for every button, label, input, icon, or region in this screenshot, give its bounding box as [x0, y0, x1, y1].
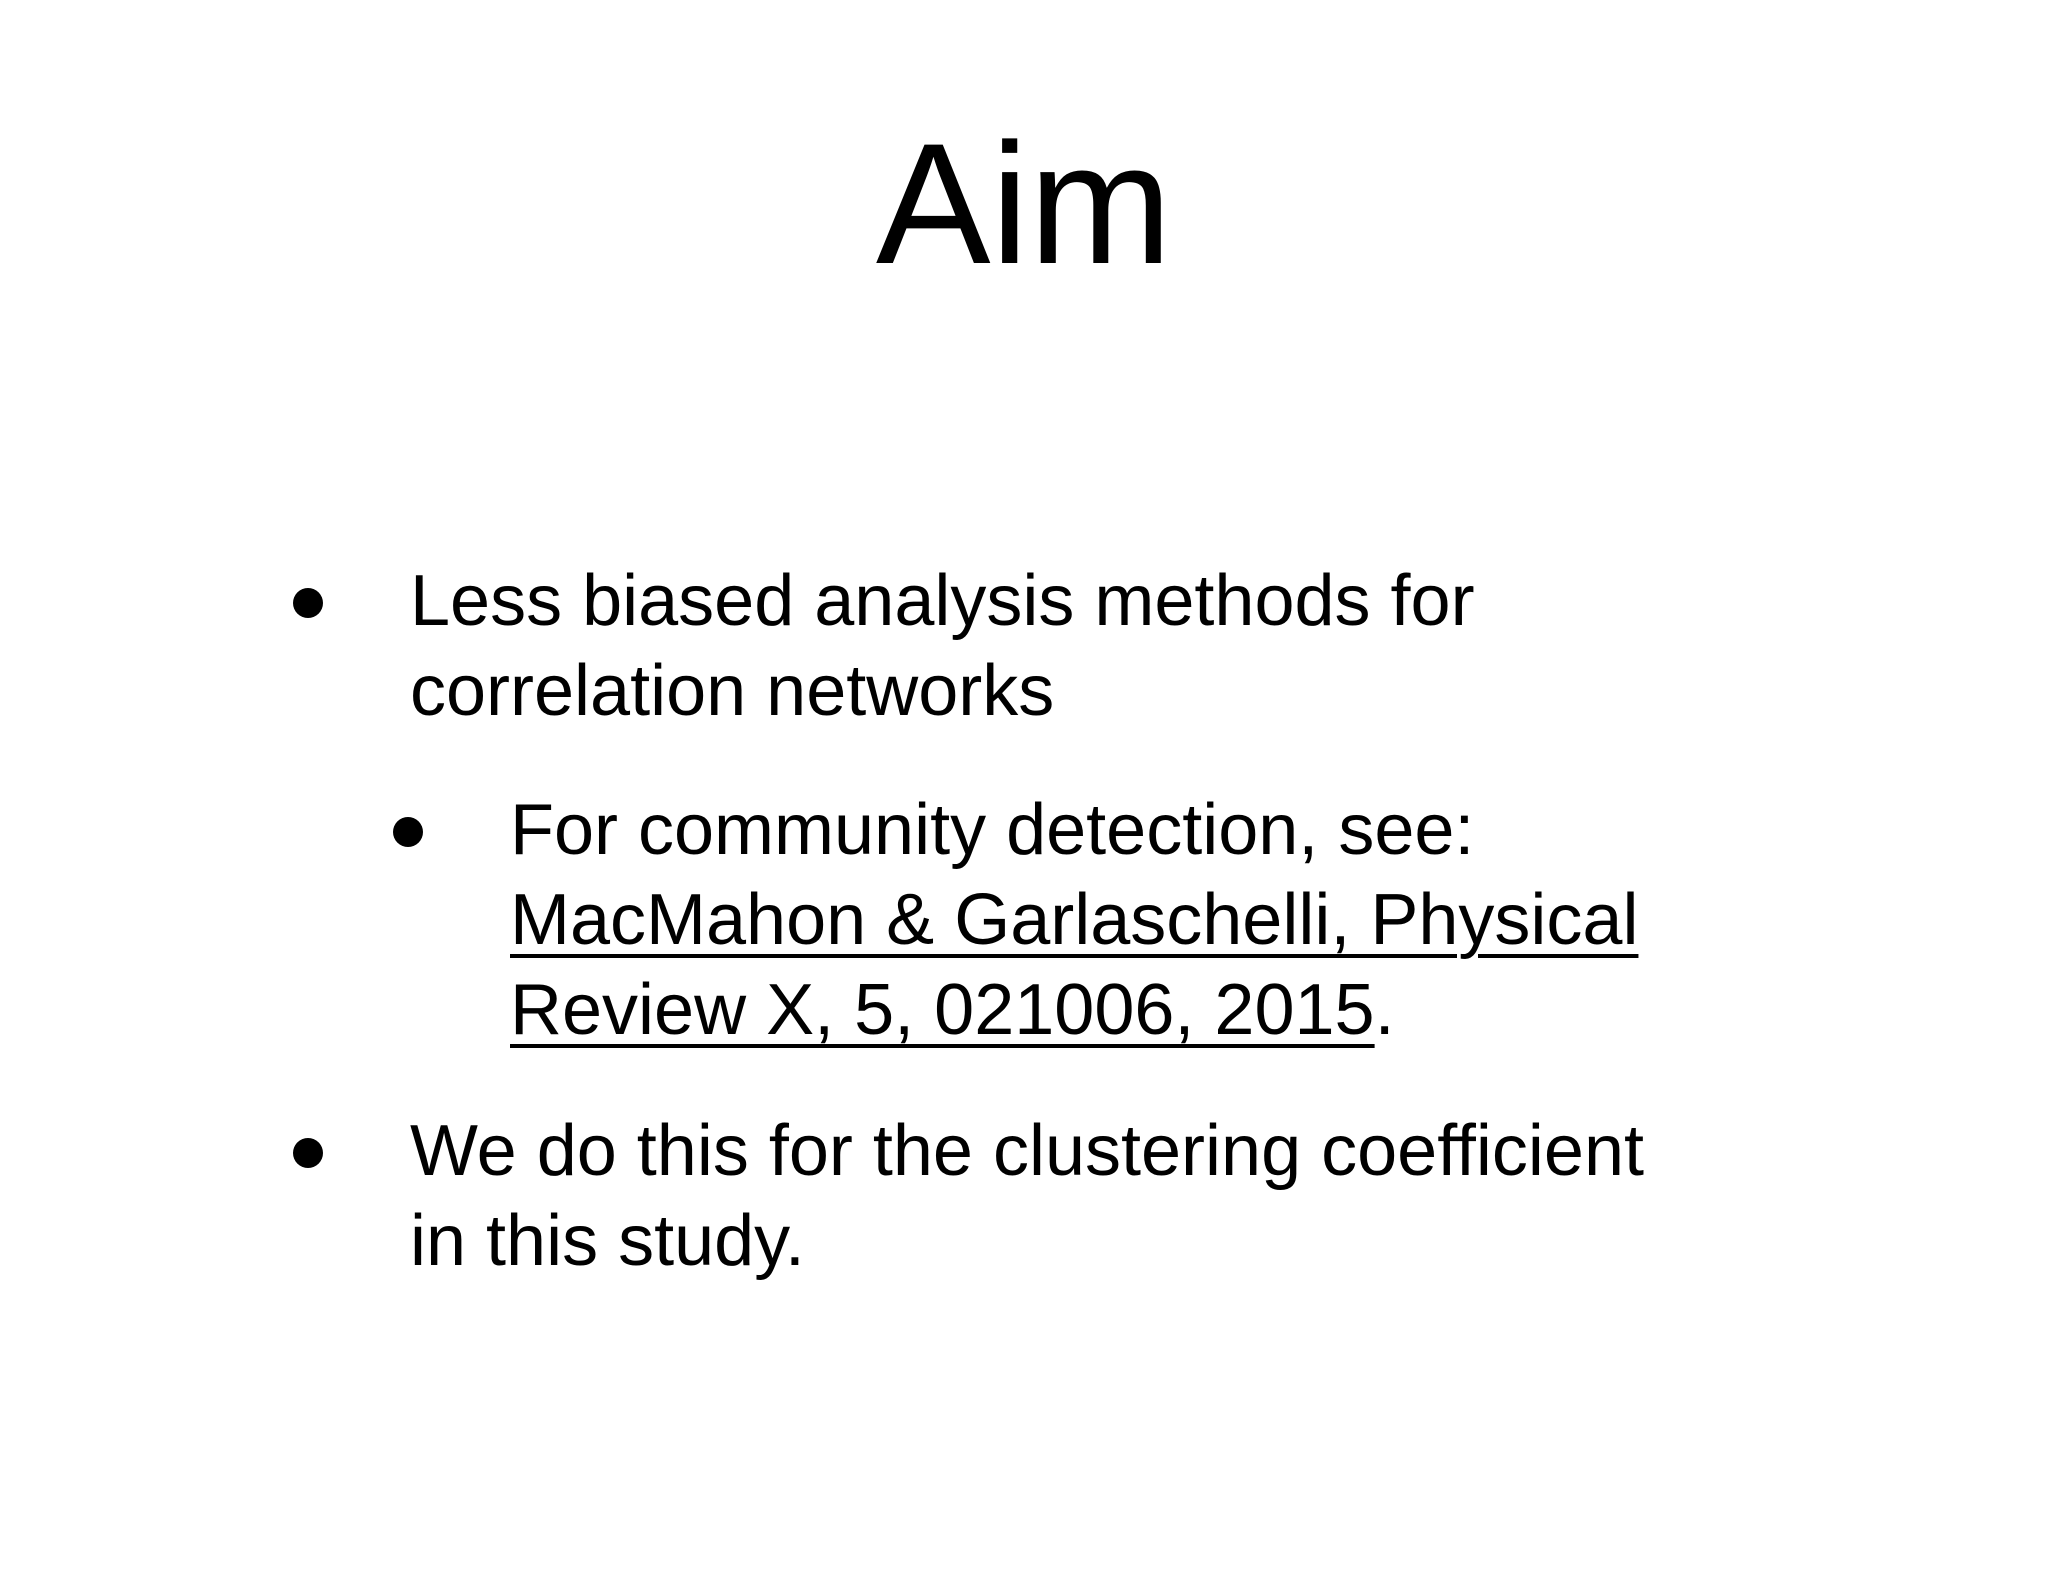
bullet-dot-icon	[293, 1138, 323, 1168]
bullet-1-line-1: Less biased analysis methods for	[410, 561, 1475, 641]
reference-line-2	[510, 965, 1638, 1055]
reference-line-1	[510, 875, 1638, 965]
reference-link-part-1[interactable]: MacMahon & Garlaschelli, Physical	[510, 880, 1639, 960]
reference-link-part-2[interactable]: Review X, 5, 021006, 2015	[510, 970, 1375, 1050]
bullet-1-line-2: correlation networks	[410, 651, 1055, 731]
bullet-text-1	[410, 556, 1475, 736]
sub-bullet-text	[510, 785, 1638, 1055]
sub-bullet-dot-icon	[393, 817, 423, 847]
slide-title: Aim	[875, 108, 1173, 300]
reference-trailing-period: .	[1374, 970, 1395, 1050]
bullet-2-line-2: in this study.	[410, 1201, 805, 1281]
sub-bullet-line-1: For community detection, see:	[510, 790, 1475, 870]
bullet-dot-icon	[293, 588, 323, 618]
bullet-text-2	[410, 1106, 1644, 1286]
bullet-2-line-1: We do this for the clustering coefficient	[410, 1111, 1644, 1191]
